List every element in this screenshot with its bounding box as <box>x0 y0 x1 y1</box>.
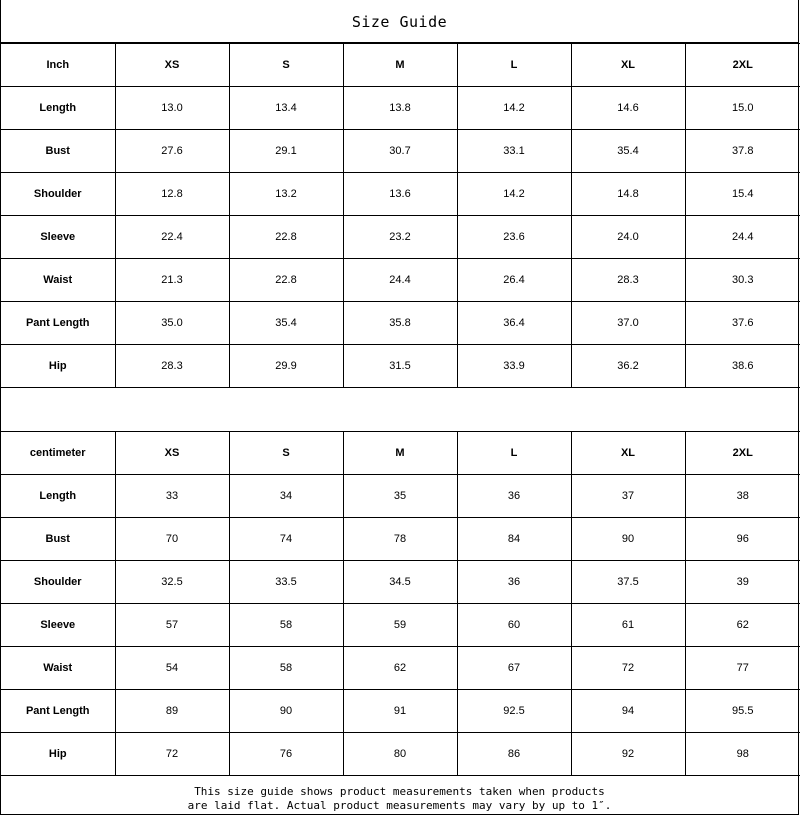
measurement-value: 90 <box>229 690 343 733</box>
size-header: XS <box>115 44 229 87</box>
measurement-value: 86 <box>457 733 571 776</box>
measurement-value: 33 <box>115 475 229 518</box>
measurement-value: 37.6 <box>685 302 800 345</box>
size-header: M <box>343 432 457 475</box>
size-header: XL <box>571 44 685 87</box>
unit-label: centimeter <box>1 432 115 475</box>
table-header-row <box>1 432 800 475</box>
measurement-value: 14.6 <box>571 87 685 130</box>
measurement-value: 14.8 <box>571 173 685 216</box>
table-spacer <box>1 388 798 431</box>
measurement-value: 23.6 <box>457 216 571 259</box>
measurement-value: 92 <box>571 733 685 776</box>
measurement-label: Shoulder <box>1 173 115 216</box>
measurement-label: Waist <box>1 647 115 690</box>
measurement-value: 74 <box>229 518 343 561</box>
measurement-value: 35.0 <box>115 302 229 345</box>
measurement-value: 91 <box>343 690 457 733</box>
measurement-value: 36 <box>457 475 571 518</box>
table-row <box>1 561 800 604</box>
measurement-value: 36.4 <box>457 302 571 345</box>
measurement-value: 35 <box>343 475 457 518</box>
measurement-value: 36.2 <box>571 345 685 388</box>
measurement-value: 57 <box>115 604 229 647</box>
measurement-value: 77 <box>685 647 800 690</box>
measurement-label: Shoulder <box>1 561 115 604</box>
measurement-value: 72 <box>571 647 685 690</box>
measurement-value: 89 <box>115 690 229 733</box>
measurement-value: 70 <box>115 518 229 561</box>
measurement-value: 37.5 <box>571 561 685 604</box>
measurement-value: 96 <box>685 518 800 561</box>
measurement-value: 35.4 <box>571 130 685 173</box>
measurement-value: 13.2 <box>229 173 343 216</box>
measurement-label: Length <box>1 87 115 130</box>
measurement-value: 28.3 <box>571 259 685 302</box>
measurement-value: 34.5 <box>343 561 457 604</box>
table-row <box>1 259 800 302</box>
measurement-value: 13.4 <box>229 87 343 130</box>
measurement-value: 31.5 <box>343 345 457 388</box>
measurement-value: 21.3 <box>115 259 229 302</box>
measurement-label: Bust <box>1 518 115 561</box>
measurement-value: 13.8 <box>343 87 457 130</box>
table-row <box>1 647 800 690</box>
measurement-value: 58 <box>229 604 343 647</box>
measurement-value: 72 <box>115 733 229 776</box>
measurement-value: 29.1 <box>229 130 343 173</box>
measurement-value: 33.5 <box>229 561 343 604</box>
measurement-label: Pant Length <box>1 690 115 733</box>
measurement-label: Pant Length <box>1 302 115 345</box>
measurement-value: 76 <box>229 733 343 776</box>
measurement-value: 37.0 <box>571 302 685 345</box>
measurement-value: 62 <box>343 647 457 690</box>
measurement-value: 58 <box>229 647 343 690</box>
size-header: M <box>343 44 457 87</box>
measurement-value: 54 <box>115 647 229 690</box>
measurement-value: 98 <box>685 733 800 776</box>
measurement-value: 39 <box>685 561 800 604</box>
measurement-label: Hip <box>1 733 115 776</box>
table-row <box>1 216 800 259</box>
measurement-value: 28.3 <box>115 345 229 388</box>
measurement-value: 22.4 <box>115 216 229 259</box>
measurement-value: 30.7 <box>343 130 457 173</box>
centimeter-size-table <box>1 431 800 776</box>
measurement-value: 94 <box>571 690 685 733</box>
measurement-value: 33.1 <box>457 130 571 173</box>
measurement-value: 59 <box>343 604 457 647</box>
note-line: This size guide shows product measurements taken when products <box>194 785 605 798</box>
measurement-value: 38.6 <box>685 345 800 388</box>
table-header-row <box>1 44 800 87</box>
size-tables <box>1 43 798 776</box>
measurement-value: 37 <box>571 475 685 518</box>
measurement-value: 67 <box>457 647 571 690</box>
size-header: L <box>457 432 571 475</box>
measurement-value: 78 <box>343 518 457 561</box>
measurement-label: Sleeve <box>1 216 115 259</box>
measurement-value: 15.4 <box>685 173 800 216</box>
measurement-value: 84 <box>457 518 571 561</box>
measurement-value: 61 <box>571 604 685 647</box>
size-header: L <box>457 44 571 87</box>
measurement-value: 13.0 <box>115 87 229 130</box>
measurement-label: Bust <box>1 130 115 173</box>
inch-size-table <box>1 43 800 388</box>
measurement-value: 13.6 <box>343 173 457 216</box>
table-row <box>1 475 800 518</box>
measurement-value: 29.9 <box>229 345 343 388</box>
measurement-value: 95.5 <box>685 690 800 733</box>
unit-label: Inch <box>1 44 115 87</box>
measurement-value: 15.0 <box>685 87 800 130</box>
measurement-label: Length <box>1 475 115 518</box>
measurement-value: 14.2 <box>457 173 571 216</box>
measurement-label: Sleeve <box>1 604 115 647</box>
table-row <box>1 518 800 561</box>
measurement-value: 22.8 <box>229 216 343 259</box>
measurement-value: 14.2 <box>457 87 571 130</box>
table-row <box>1 690 800 733</box>
measurement-label: Waist <box>1 259 115 302</box>
size-header: S <box>229 44 343 87</box>
size-header: 2XL <box>685 432 800 475</box>
table-row <box>1 130 800 173</box>
measurement-value: 92.5 <box>457 690 571 733</box>
table-row <box>1 302 800 345</box>
measurement-label: Hip <box>1 345 115 388</box>
measurement-note <box>1 776 798 813</box>
measurement-value: 33.9 <box>457 345 571 388</box>
table-row <box>1 173 800 216</box>
measurement-value: 62 <box>685 604 800 647</box>
measurement-value: 22.8 <box>229 259 343 302</box>
table-row <box>1 87 800 130</box>
measurement-value: 34 <box>229 475 343 518</box>
measurement-value: 60 <box>457 604 571 647</box>
measurement-value: 24.4 <box>685 216 800 259</box>
table-row <box>1 604 800 647</box>
measurement-value: 36 <box>457 561 571 604</box>
measurement-value: 35.8 <box>343 302 457 345</box>
table-row <box>1 733 800 776</box>
size-header: XS <box>115 432 229 475</box>
table-row <box>1 345 800 388</box>
measurement-value: 37.8 <box>685 130 800 173</box>
size-header: 2XL <box>685 44 800 87</box>
measurement-value: 90 <box>571 518 685 561</box>
measurement-value: 27.6 <box>115 130 229 173</box>
measurement-value: 38 <box>685 475 800 518</box>
size-header: S <box>229 432 343 475</box>
measurement-value: 26.4 <box>457 259 571 302</box>
measurement-value: 30.3 <box>685 259 800 302</box>
measurement-value: 23.2 <box>343 216 457 259</box>
note-line: are laid flat. Actual product measurements may vary by up to 1″. <box>187 799 612 812</box>
measurement-value: 32.5 <box>115 561 229 604</box>
measurement-value: 12.8 <box>115 173 229 216</box>
page-title: Size Guide <box>1 0 798 43</box>
size-header: XL <box>571 432 685 475</box>
measurement-value: 35.4 <box>229 302 343 345</box>
measurement-value: 24.4 <box>343 259 457 302</box>
measurement-value: 80 <box>343 733 457 776</box>
measurement-value: 24.0 <box>571 216 685 259</box>
